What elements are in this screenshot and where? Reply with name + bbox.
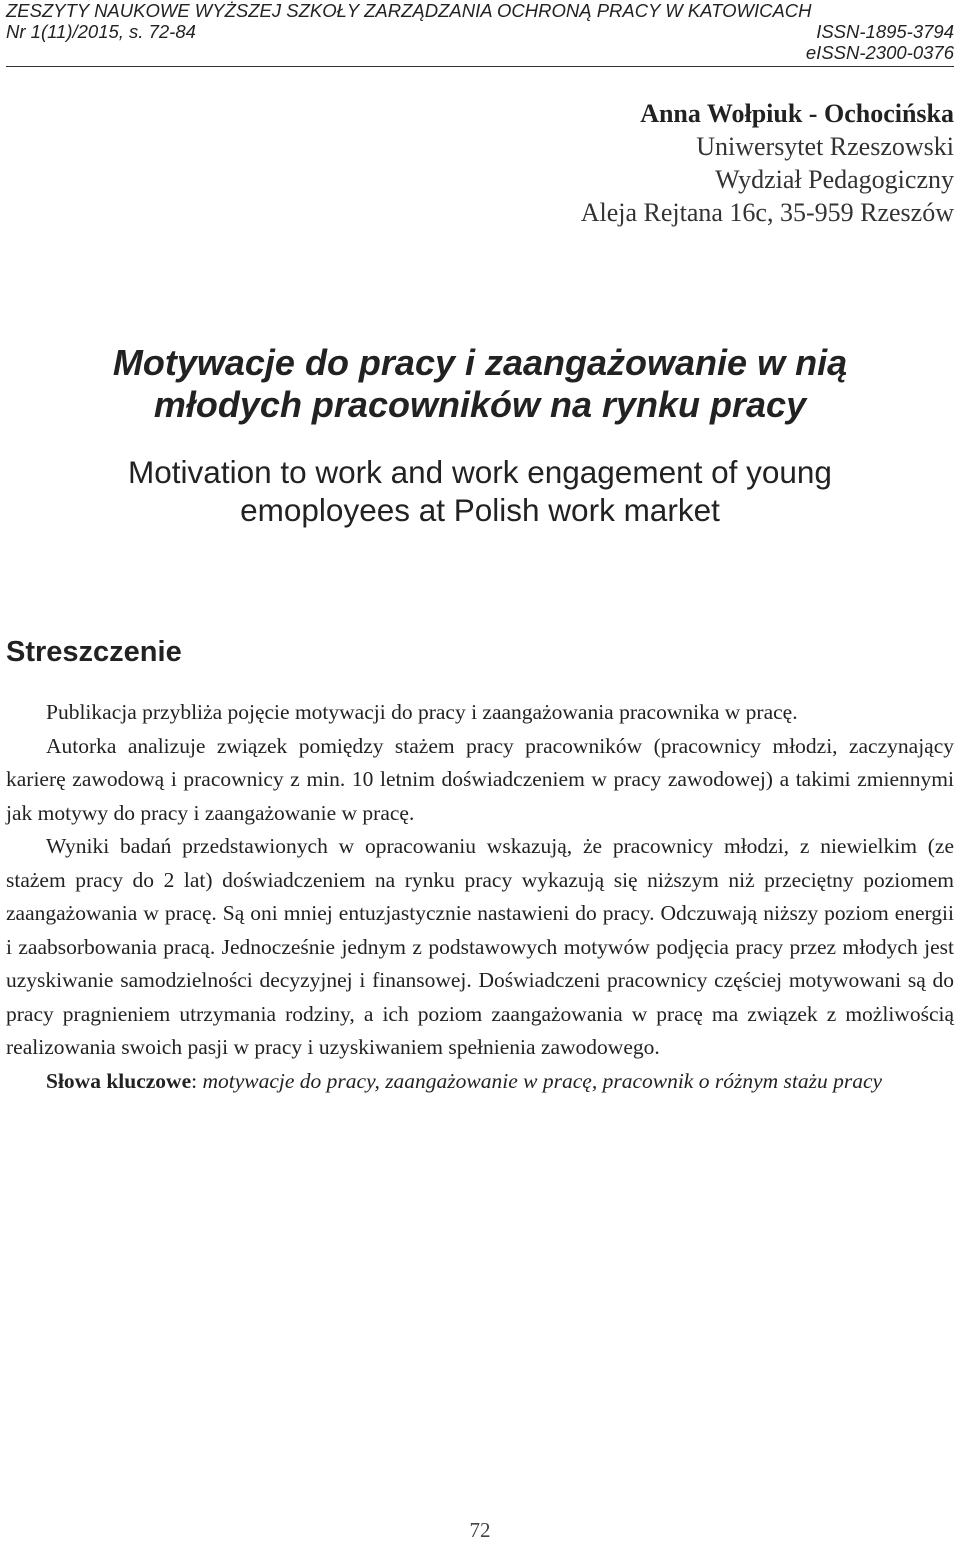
page-number: 72 [469,1518,491,1542]
abstract-paragraph-2: Autorka analizuje związek pomiędzy stażem pracy pracowników (pracownicy młodzi, zaczynający karierę zawodową i pracownicy z min. 10 letnim doświadczeniem w pracy zawodowej) a takimi zmiennymi jak motywy do pracy i zaangażowanie w pracę. [6,733,954,825]
journal-issue-row [6,21,954,42]
author-university: Uniwersytet Rzeszowski [696,132,954,161]
title-english-line2: emoployees at Polish work market [240,492,720,528]
abstract-paragraph-3: Wyniki badań przedstawionych w opracowaniu wskazują, że pracownicy młodzi, z niewielkim (ze stażem pracy do 2 lat) doświadczeniem na rynku pracy wykazują się niższym niż przeciętny poziomem zaangażowania w pracę. Są oni mniej entuzjastycznie nastawieni do pracy. Odczuwają niższy poziom energii i zaabsorbowania pracą. Jednocześnie jednym z podstawowych motywów podjęcia pracy przez młodych jest uzyskiwanie samodzielności decyzyjnej i finansowej. Doświadczeni pracownicy częściej motywowani są do pracy pragnieniem utrzymania rodziny, a ich poziom zaangażowania w pracę ma związek z możliwością realizowania swoich pasji w pracy i uzyskiwaniem spełnienia zawodowego. [6,834,954,1059]
title-english [6,453,954,529]
journal-name: ZESZYTY NAUKOWE WYŻSZEJ SZKOŁY ZARZĄDZANIA OCHRONĄ PRACY W KATOWICACH [6,0,812,21]
author-affiliation [6,97,954,229]
journal-issue: Nr 1(11)/2015, s. 72-84 [6,21,196,42]
journal-name-row [6,0,954,21]
journal-issn: ISSN-1895-3794 [816,21,954,42]
title-polish-line1: Motywacje do pracy i zaangażowanie w nią [112,342,848,383]
journal-eissn: eISSN-2300-0376 [805,42,954,63]
author-address: Aleja Rejtana 16c, 35-959 Rzeszów [580,198,954,227]
journal-eissn-row [6,42,954,63]
abstract-heading: Streszczenie [6,636,182,668]
author-name: Anna Wołpiuk - Ochocińska [640,99,954,128]
abstract-body [6,696,954,1098]
title-polish-line2: młodych pracowników na rynku pracy [153,384,807,425]
keywords-text: motywacje do pracy, zaangażowanie w pracę, pracownik o różnym stażu pracy [202,1068,883,1093]
title-polish [6,342,954,426]
journal-header [6,0,954,67]
keywords-label: Słowa kluczowe [46,1068,192,1093]
keywords-paragraph: Słowa kluczowe: motywacje do pracy, zaangażowanie w pracę, pracownik o różnym stażu pracy [46,1068,883,1093]
title-english-line1: Motivation to work and work engagement of young [128,454,832,490]
abstract-paragraph-1: Publikacja przybliża pojęcie motywacji do pracy i zaangażowania pracownika w pracę. [46,700,798,724]
author-faculty: Wydział Pedagogiczny [715,165,954,194]
